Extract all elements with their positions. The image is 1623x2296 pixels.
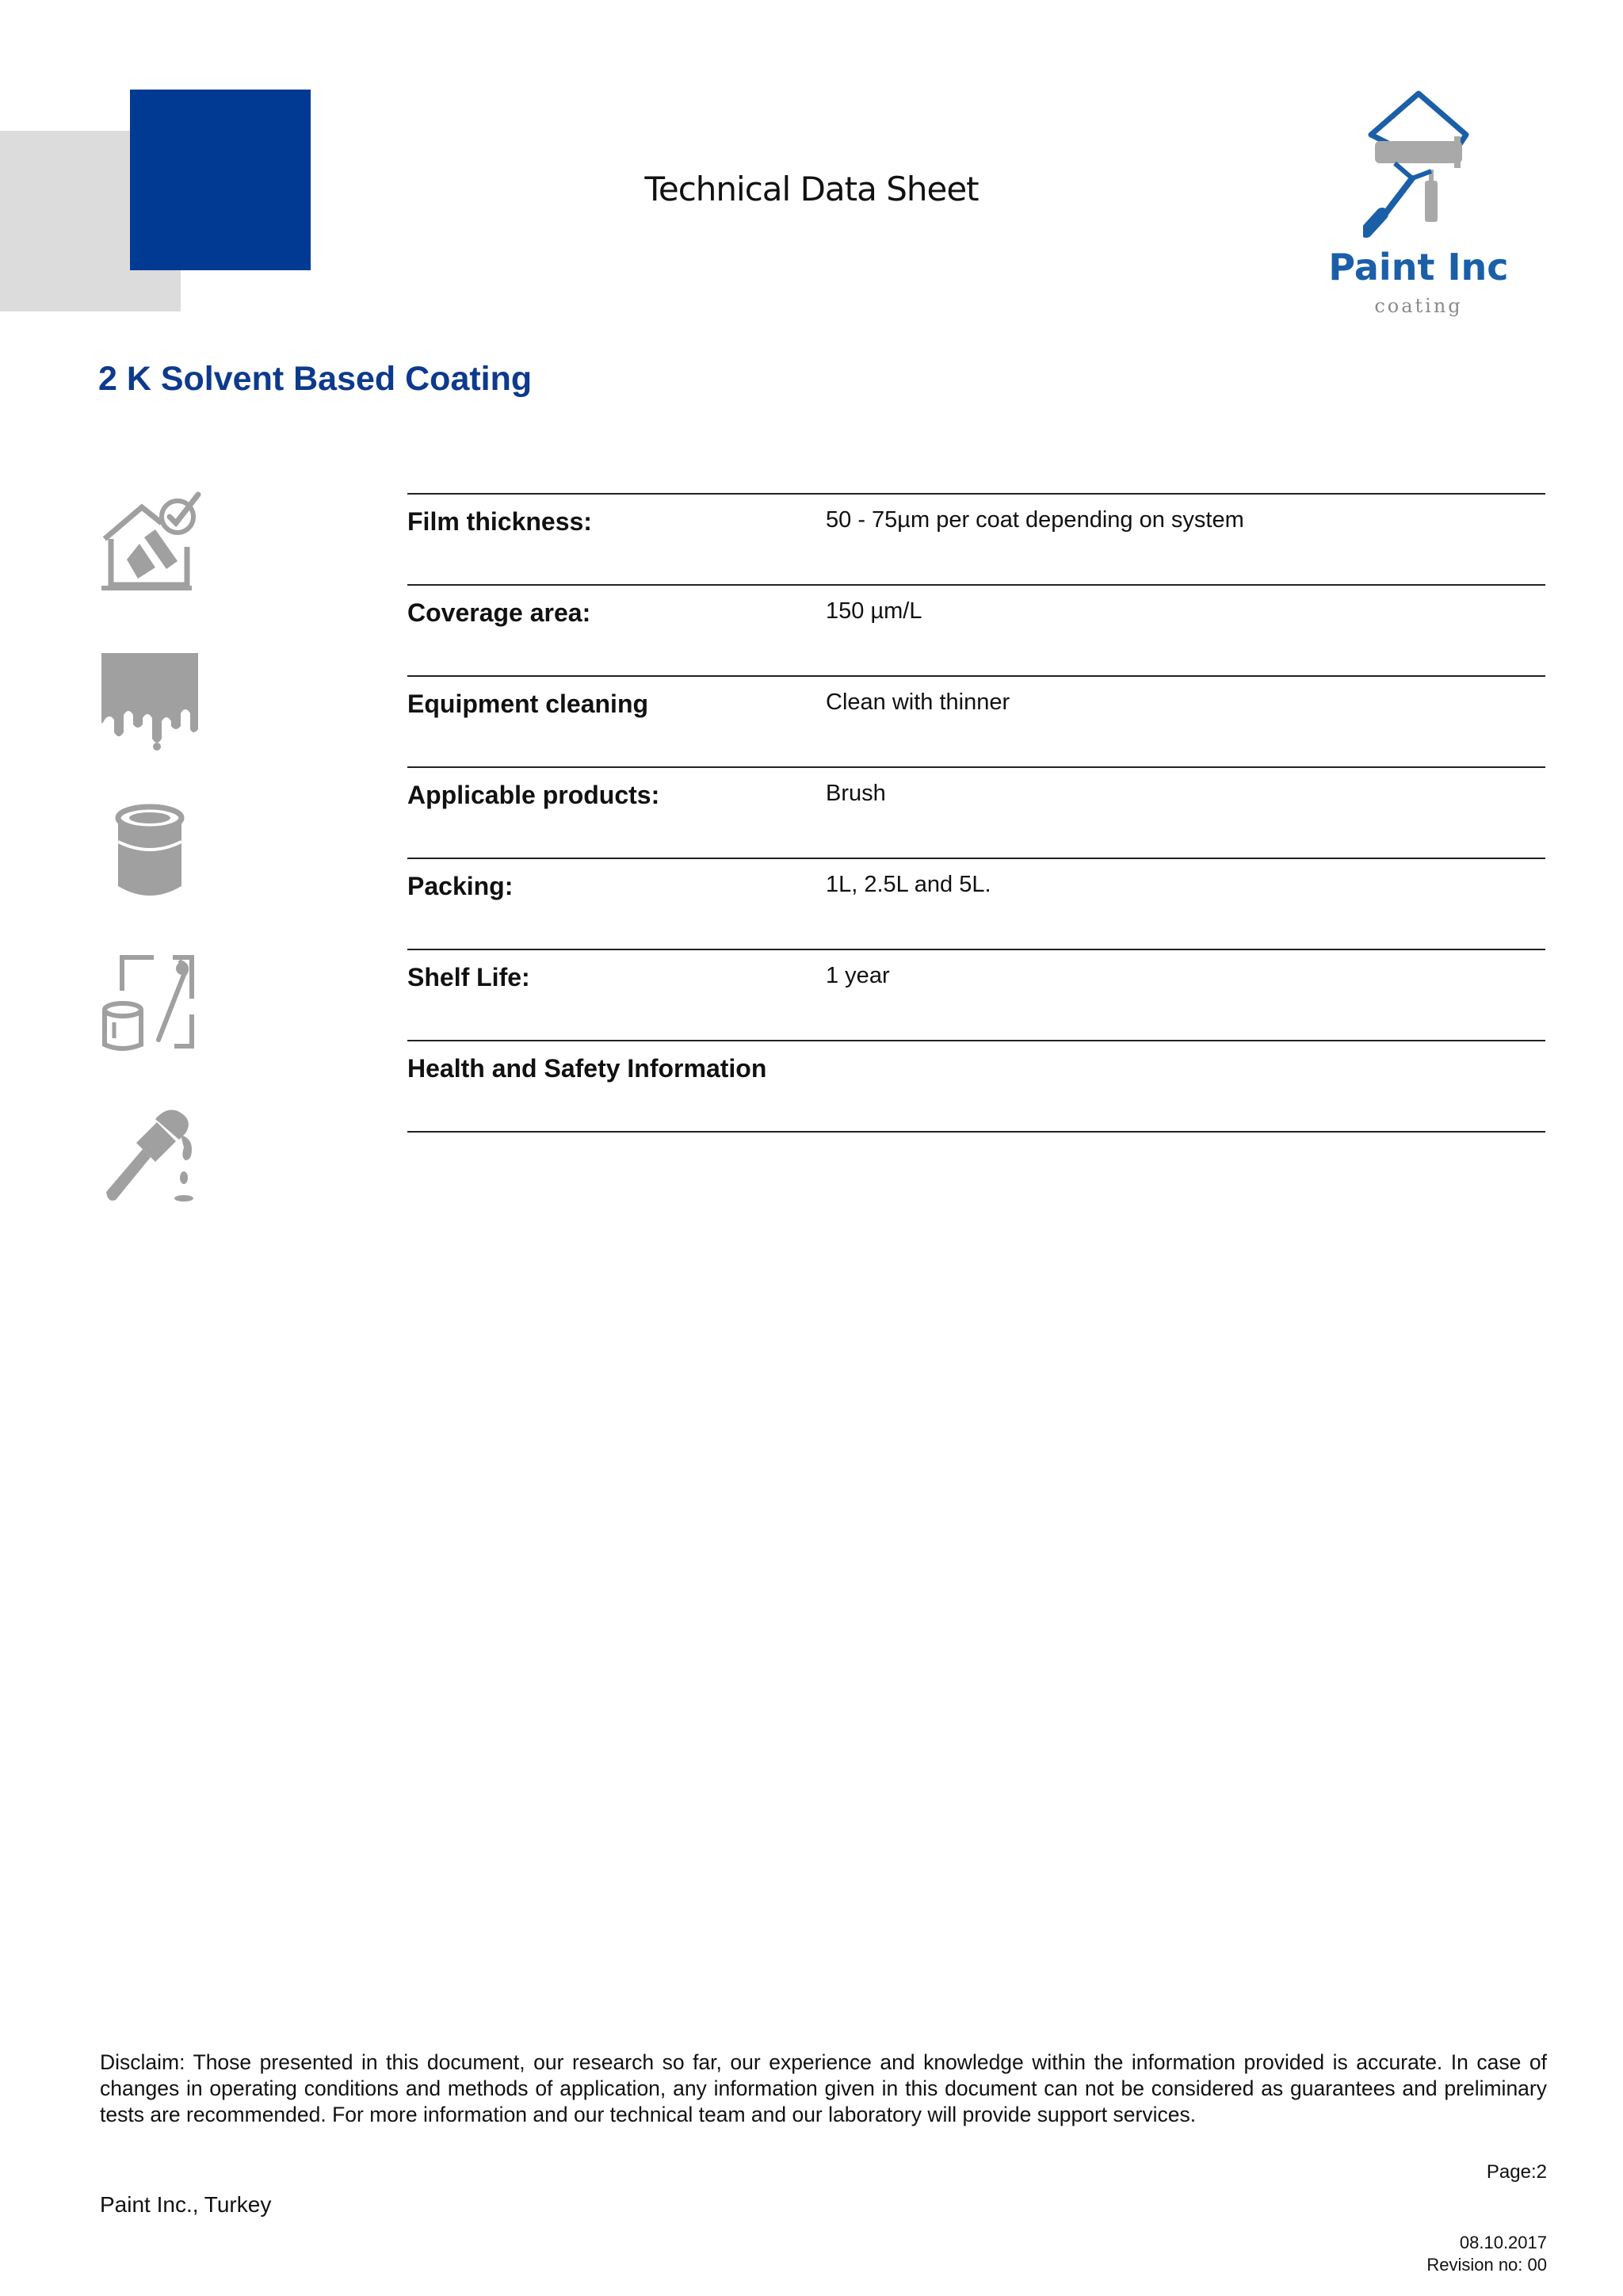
page-number: Page:2 — [1486, 2161, 1547, 2183]
footer-company: Paint Inc., Turkey — [100, 2192, 272, 2217]
disclaimer-text: Disclaim: Those presented in this document, our research so far, our experience and knowledge within the information provided is accurate. In case of changes in operating conditions and methods of application, any information given in this document can not be considered as guarantees and preliminary tests are recommended. For more information and our technical team and our laboratory will provide support services. — [100, 2050, 1547, 2126]
spec-value: 50 - 75µm per coat depending on system — [826, 507, 1244, 533]
paint-roller-icon — [1363, 87, 1474, 238]
spec-row-coverage-area — [407, 584, 1545, 675]
spec-row-film-thickness — [407, 493, 1545, 584]
spec-row-applicable-products — [407, 766, 1545, 858]
brand-tagline: coating — [1374, 295, 1463, 317]
spec-label: Applicable products: — [407, 781, 660, 809]
spec-label: Packing: — [407, 872, 514, 900]
wall-painting-icon — [98, 951, 201, 1054]
brand-name: Paint Inc — [1328, 246, 1509, 288]
spec-value: 150 µm/L — [826, 598, 922, 624]
spec-label: Coverage area: — [407, 598, 591, 627]
spec-row-shelf-life — [407, 949, 1545, 1040]
spec-value: 1L, 2.5L and 5L. — [826, 872, 991, 897]
brand-logo — [1316, 87, 1522, 325]
product-title: 2 K Solvent Based Coating — [98, 360, 533, 398]
footer-date: 08.10.2017 — [1459, 2233, 1547, 2252]
paint-drip-icon — [98, 650, 201, 753]
spec-label: Health and Safety Information — [407, 1054, 767, 1083]
spec-label: Equipment cleaning — [407, 690, 649, 718]
house-brush-check-icon — [98, 491, 201, 594]
spec-value: 1 year — [826, 963, 890, 988]
spec-value: Clean with thinner — [826, 690, 1010, 715]
spec-value: Brush — [826, 781, 886, 806]
paint-can-icon — [98, 800, 201, 904]
document-header-title: Technical Data Sheet — [644, 170, 979, 208]
spec-row-health-safety — [407, 1040, 1545, 1133]
spec-row-packing — [407, 858, 1545, 949]
spec-table — [407, 493, 1545, 1133]
spec-label: Shelf Life: — [407, 963, 530, 991]
spec-label: Film thickness: — [407, 507, 592, 536]
footer-revision: Revision no: 00 — [1426, 2255, 1547, 2275]
paint-brush-drip-icon — [98, 1102, 201, 1205]
spec-row-equipment-cleaning — [407, 675, 1545, 766]
